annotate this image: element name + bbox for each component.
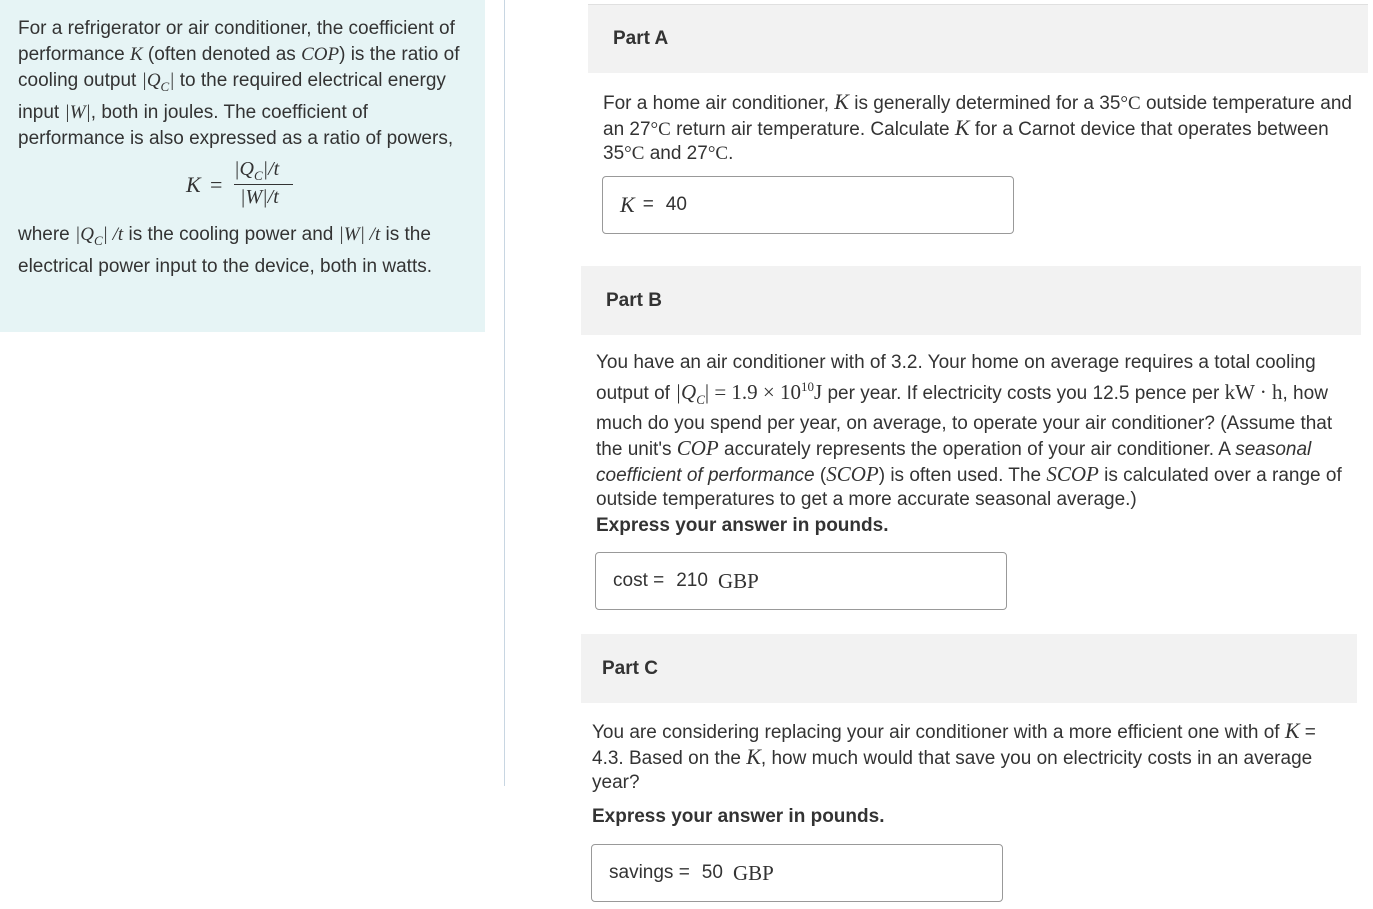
- cop-equation: [18, 158, 467, 222]
- question-text: (: [814, 465, 827, 487]
- intro-text: , both in joules. The coefficient of performance is also expressed as a ratio of powers,: [18, 101, 454, 149]
- math-cop: COP: [676, 436, 719, 461]
- answer-equals: =: [642, 194, 654, 215]
- intro-text: is the electrical power input to the device, both in watts.: [18, 223, 433, 277]
- equation-equals: =: [210, 171, 223, 197]
- answer-value[interactable]: 40: [665, 194, 687, 215]
- question-text: and 27: [644, 143, 708, 164]
- intro-text: For a refrigerator or air conditioner, the coefficient of performance: [18, 18, 455, 65]
- math-value: | = 1.9 × 10: [704, 380, 801, 404]
- math-k: K: [746, 744, 761, 769]
- intro-panel: [0, 0, 485, 332]
- math-q: |Q: [675, 380, 697, 404]
- part-a-answer-field[interactable]: [602, 176, 1014, 234]
- question-text: .: [728, 143, 734, 164]
- part-c-question: [592, 719, 1332, 795]
- math-exponent: 10: [801, 379, 814, 394]
- math-qc-equation: [675, 379, 823, 408]
- intro-text: ) is the ratio of cooling output: [18, 44, 460, 91]
- answer-value[interactable]: 210: [676, 570, 708, 591]
- column-divider: [504, 0, 505, 786]
- scop-term: seasonal coefficient of performance: [596, 439, 1312, 487]
- math-w: |W|: [64, 101, 91, 123]
- math-k: K: [834, 89, 849, 114]
- intro-text: (often denoted as: [142, 44, 302, 65]
- part-c-header[interactable]: [581, 634, 1357, 703]
- question-text: You have an air conditioner with of 3.2. Your home on average requires a total cooling output of: [596, 352, 1316, 404]
- intro-paragraph-2: [18, 222, 467, 280]
- answer-unit: GBP: [717, 568, 759, 593]
- part-a-question: [603, 90, 1363, 166]
- part-b-answer-field[interactable]: [595, 552, 1007, 610]
- part-b-title: Part B: [606, 289, 662, 311]
- math-bar: |: [169, 70, 175, 91]
- equation-denominator: |W|/t: [240, 185, 279, 208]
- math-rest: |/t: [262, 157, 280, 180]
- equation-k: K: [186, 171, 201, 197]
- part-c-title: Part C: [602, 657, 658, 679]
- intro-text: to the required electrical energy input: [18, 70, 446, 123]
- answer-label: savings =: [609, 862, 690, 883]
- question-text: is generally determined for a 35: [848, 93, 1121, 114]
- unit-kwh: kW · h: [1224, 380, 1283, 404]
- math-scop: SCOP: [1046, 462, 1099, 487]
- math-qc: [141, 70, 175, 94]
- math-k: K: [129, 44, 143, 65]
- question-text: ) is often used. The: [878, 465, 1047, 487]
- answer-label: cost =: [613, 570, 665, 591]
- math-q: |Q: [75, 223, 94, 245]
- part-c-express-instruction: Express your answer in pounds.: [592, 806, 885, 827]
- question-text: return air temperature. Calculate: [670, 119, 955, 140]
- math-k: K: [954, 115, 970, 140]
- math-k: K: [1284, 718, 1300, 743]
- intro-paragraph-1: [18, 16, 467, 152]
- unit-celsius: °C: [650, 119, 671, 140]
- answer-unit: GBP: [732, 860, 774, 885]
- math-cop: COP: [301, 44, 340, 65]
- part-a-title: Part A: [613, 28, 669, 49]
- math-q: |Q: [234, 157, 254, 180]
- unit-celsius: °C: [1120, 93, 1141, 114]
- part-b-express-instruction: Express your answer in pounds.: [596, 515, 889, 536]
- answer-label: K: [620, 192, 635, 217]
- math-w-power: |W| /t: [338, 223, 381, 245]
- question-text: For a home air conditioner,: [603, 93, 835, 114]
- part-a-header[interactable]: [588, 4, 1368, 73]
- math-sub: C: [696, 392, 705, 408]
- question-text: You are considering replacing your air conditioner with a more efficient one with of: [592, 722, 1285, 743]
- question-text: per year. If electricity costs you 12.5 pence per: [822, 383, 1225, 404]
- math-sub: C: [93, 232, 103, 248]
- question-text: for a Carnot device that operates between 35: [603, 119, 1329, 164]
- question-text: is calculated over a range of outside temperatures to get a more accurate seasonal average.): [596, 465, 1342, 511]
- answer-value[interactable]: 50: [701, 862, 723, 883]
- math-qc-power: [75, 223, 124, 248]
- math-rest: | /t: [102, 223, 124, 245]
- unit-joule: J: [814, 380, 823, 404]
- unit-celsius: °C: [624, 143, 645, 164]
- math-q: |Q: [141, 70, 161, 91]
- question-text: accurately represents the operation of your air conditioner. A: [718, 439, 1236, 461]
- question-text: = 4.3. Based on the: [592, 722, 1316, 769]
- math-sub: C: [253, 167, 263, 183]
- intro-text: is the cooling power and: [123, 223, 339, 245]
- math-sub: C: [160, 78, 170, 94]
- part-c-answer-field[interactable]: [591, 844, 1003, 902]
- intro-text: where: [18, 223, 76, 245]
- unit-celsius: °C: [707, 143, 729, 164]
- math-scop: SCOP: [826, 462, 879, 487]
- part-b-header[interactable]: [581, 266, 1361, 335]
- question-text: outside temperature and an 27: [603, 93, 1352, 140]
- question-text: , how much do you spend per year, on average, to operate your air conditioner? (Assume that the unit's: [596, 383, 1333, 461]
- part-b-question: [596, 351, 1358, 512]
- question-text: , how much would that save you on electricity costs in an average year?: [592, 748, 1313, 793]
